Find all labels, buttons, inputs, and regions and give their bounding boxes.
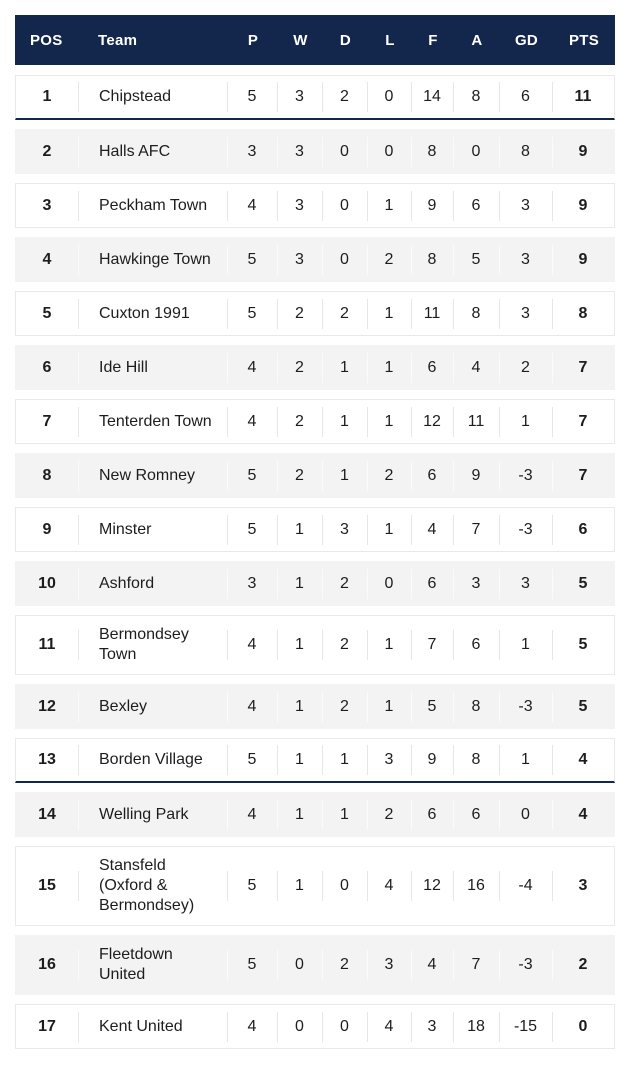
header-goal-difference: GD xyxy=(514,31,539,49)
lost-cell: 4 xyxy=(367,876,411,896)
goals-for-cell: 4 xyxy=(411,955,453,975)
won-cell: 1 xyxy=(277,876,322,896)
played-cell: 5 xyxy=(227,876,277,896)
team-name: Tenterden Town xyxy=(78,412,227,432)
points-cell: 9 xyxy=(552,196,614,216)
played-cell: 3 xyxy=(227,574,277,594)
goals-for-cell: 6 xyxy=(411,358,453,378)
table-row xyxy=(15,738,615,783)
won-cell: 2 xyxy=(277,466,322,486)
points-cell: 5 xyxy=(552,635,614,655)
team-name: Peckham Town xyxy=(78,196,227,216)
won-cell: 2 xyxy=(277,412,322,432)
goal-difference-cell: -3 xyxy=(499,955,552,975)
team-name: Ide Hill xyxy=(78,358,227,378)
drawn-cell: 1 xyxy=(322,750,367,770)
drawn-cell: 2 xyxy=(322,304,367,324)
drawn-cell: 0 xyxy=(322,196,367,216)
goals-against-cell: 6 xyxy=(453,635,499,655)
played-cell: 5 xyxy=(227,466,277,486)
played-cell: 5 xyxy=(227,250,277,270)
goal-difference-cell: -3 xyxy=(499,697,552,717)
goal-difference-cell: 2 xyxy=(499,358,552,378)
goal-difference-cell: 1 xyxy=(499,412,552,432)
drawn-cell: 3 xyxy=(322,520,367,540)
lost-cell: 2 xyxy=(367,805,411,825)
position-cell: 6 xyxy=(42,358,52,376)
goals-for-cell: 14 xyxy=(411,87,453,107)
drawn-cell: 2 xyxy=(322,697,367,717)
header-team: Team xyxy=(98,31,138,49)
table-row xyxy=(15,1004,615,1049)
team-name: Stansfeld (Oxford & Bermondsey) xyxy=(78,856,227,916)
lost-cell: 1 xyxy=(367,520,411,540)
team-name: Cuxton 1991 xyxy=(78,304,227,324)
goals-for-cell: 6 xyxy=(411,805,453,825)
points-cell: 6 xyxy=(552,520,614,540)
goal-difference-cell: 3 xyxy=(499,250,552,270)
goals-for-cell: 5 xyxy=(411,697,453,717)
table-row xyxy=(15,237,615,282)
goals-against-cell: 5 xyxy=(453,250,499,270)
table-body xyxy=(15,75,615,1049)
goals-for-cell: 12 xyxy=(411,876,453,896)
goals-against-cell: 8 xyxy=(453,87,499,107)
table-row xyxy=(15,561,615,606)
goal-difference-cell: -4 xyxy=(499,876,552,896)
table-row xyxy=(15,507,615,552)
drawn-cell: 2 xyxy=(322,574,367,594)
goal-difference-cell: 3 xyxy=(499,304,552,324)
points-cell: 11 xyxy=(552,87,614,107)
table-row xyxy=(15,291,615,336)
won-cell: 3 xyxy=(277,196,322,216)
played-cell: 5 xyxy=(227,87,277,107)
played-cell: 4 xyxy=(227,697,277,717)
lost-cell: 1 xyxy=(367,697,411,717)
table-row xyxy=(15,75,615,120)
goal-difference-cell: 0 xyxy=(499,805,552,825)
lost-cell: 0 xyxy=(367,574,411,594)
goals-for-cell: 9 xyxy=(411,196,453,216)
header-against: A xyxy=(471,31,483,49)
position-cell: 17 xyxy=(38,1017,56,1035)
table-row xyxy=(15,792,615,837)
lost-cell: 4 xyxy=(367,1017,411,1037)
drawn-cell: 2 xyxy=(322,87,367,107)
points-cell: 5 xyxy=(552,697,614,717)
lost-cell: 1 xyxy=(367,412,411,432)
goals-for-cell: 8 xyxy=(411,250,453,270)
goals-for-cell: 6 xyxy=(411,574,453,594)
team-name: Chipstead xyxy=(78,87,227,107)
goals-for-cell: 11 xyxy=(411,304,453,324)
goals-for-cell: 7 xyxy=(411,635,453,655)
goals-against-cell: 8 xyxy=(453,304,499,324)
won-cell: 3 xyxy=(277,142,322,162)
table-row xyxy=(15,453,615,498)
header-points: PTS xyxy=(568,31,600,49)
won-cell: 0 xyxy=(277,1017,322,1037)
position-cell: 16 xyxy=(38,956,56,973)
won-cell: 1 xyxy=(277,750,322,770)
goals-against-cell: 0 xyxy=(453,142,499,162)
points-cell: 5 xyxy=(552,574,614,594)
won-cell: 1 xyxy=(277,635,322,655)
played-cell: 4 xyxy=(227,358,277,378)
goals-for-cell: 4 xyxy=(411,520,453,540)
played-cell: 4 xyxy=(227,635,277,655)
played-cell: 4 xyxy=(227,1017,277,1037)
position-cell: 1 xyxy=(42,88,52,105)
won-cell: 3 xyxy=(277,87,322,107)
goal-difference-cell: -15 xyxy=(499,1017,552,1037)
drawn-cell: 0 xyxy=(322,1017,367,1037)
drawn-cell: 1 xyxy=(322,466,367,486)
table-row xyxy=(15,345,615,390)
goal-difference-cell: 1 xyxy=(499,750,552,770)
table-row xyxy=(15,129,615,174)
drawn-cell: 0 xyxy=(322,250,367,270)
goals-for-cell: 6 xyxy=(411,466,453,486)
table-row xyxy=(15,846,615,926)
position-cell: 15 xyxy=(38,877,56,894)
drawn-cell: 2 xyxy=(322,635,367,655)
drawn-cell: 1 xyxy=(322,805,367,825)
table-header xyxy=(15,15,615,65)
team-name: Halls AFC xyxy=(78,142,227,162)
played-cell: 4 xyxy=(227,412,277,432)
drawn-cell: 2 xyxy=(322,955,367,975)
goal-difference-cell: -3 xyxy=(499,466,552,486)
points-cell: 4 xyxy=(552,805,614,825)
position-cell: 14 xyxy=(38,805,56,823)
points-cell: 4 xyxy=(552,750,614,770)
won-cell: 1 xyxy=(277,574,322,594)
points-cell: 7 xyxy=(552,358,614,378)
header-played: P xyxy=(247,31,259,49)
won-cell: 3 xyxy=(277,250,322,270)
table-row xyxy=(15,183,615,228)
goal-difference-cell: 6 xyxy=(499,87,552,107)
table-row xyxy=(15,615,615,675)
goals-for-cell: 12 xyxy=(411,412,453,432)
drawn-cell: 1 xyxy=(322,412,367,432)
position-cell: 9 xyxy=(42,520,52,538)
goals-against-cell: 16 xyxy=(453,876,499,896)
points-cell: 8 xyxy=(552,304,614,324)
goals-against-cell: 18 xyxy=(453,1017,499,1037)
goals-against-cell: 3 xyxy=(453,574,499,594)
played-cell: 3 xyxy=(227,142,277,162)
header-for: F xyxy=(428,31,438,49)
position-cell: 3 xyxy=(42,196,52,214)
position-cell: 5 xyxy=(42,304,52,322)
drawn-cell: 0 xyxy=(322,142,367,162)
team-name: Minster xyxy=(78,520,227,540)
header-lost: L xyxy=(385,31,395,49)
header-pos: POS xyxy=(30,31,63,49)
lost-cell: 3 xyxy=(367,750,411,770)
drawn-cell: 0 xyxy=(322,876,367,896)
goals-against-cell: 4 xyxy=(453,358,499,378)
goal-difference-cell: 8 xyxy=(499,142,552,162)
position-cell: 10 xyxy=(38,574,56,592)
position-cell: 13 xyxy=(38,751,56,768)
points-cell: 9 xyxy=(552,250,614,270)
team-name: Bermondsey Town xyxy=(78,625,227,665)
goals-against-cell: 7 xyxy=(453,520,499,540)
won-cell: 1 xyxy=(277,697,322,717)
header-won: W xyxy=(293,31,308,49)
points-cell: 0 xyxy=(552,1017,614,1037)
played-cell: 4 xyxy=(227,805,277,825)
goal-difference-cell: 3 xyxy=(499,196,552,216)
points-cell: 9 xyxy=(552,142,614,162)
goals-against-cell: 8 xyxy=(453,697,499,717)
goals-against-cell: 8 xyxy=(453,750,499,770)
position-cell: 8 xyxy=(42,466,52,484)
goals-for-cell: 3 xyxy=(411,1017,453,1037)
team-name: Bexley xyxy=(78,697,227,717)
team-name: Welling Park xyxy=(78,805,227,825)
goals-against-cell: 9 xyxy=(453,466,499,486)
position-cell: 7 xyxy=(42,412,52,430)
team-name: Borden Village xyxy=(78,750,227,770)
lost-cell: 1 xyxy=(367,635,411,655)
table-row xyxy=(15,399,615,444)
goals-for-cell: 9 xyxy=(411,750,453,770)
goal-difference-cell: 3 xyxy=(499,574,552,594)
points-cell: 2 xyxy=(552,955,614,975)
lost-cell: 1 xyxy=(367,304,411,324)
goal-difference-cell: -3 xyxy=(499,520,552,540)
header-drawn: D xyxy=(339,31,352,49)
lost-cell: 2 xyxy=(367,466,411,486)
played-cell: 5 xyxy=(227,520,277,540)
points-cell: 3 xyxy=(552,876,614,896)
goals-against-cell: 7 xyxy=(453,955,499,975)
lost-cell: 3 xyxy=(367,955,411,975)
lost-cell: 0 xyxy=(367,142,411,162)
lost-cell: 1 xyxy=(367,358,411,378)
position-cell: 2 xyxy=(42,142,52,160)
team-name: New Romney xyxy=(78,466,227,486)
goal-difference-cell: 1 xyxy=(499,635,552,655)
played-cell: 4 xyxy=(227,196,277,216)
points-cell: 7 xyxy=(552,466,614,486)
goals-against-cell: 6 xyxy=(453,805,499,825)
team-name: Hawkinge Town xyxy=(78,250,227,270)
goals-against-cell: 6 xyxy=(453,196,499,216)
won-cell: 0 xyxy=(277,955,322,975)
position-cell: 4 xyxy=(42,250,52,268)
position-cell: 12 xyxy=(38,697,56,715)
lost-cell: 1 xyxy=(367,196,411,216)
table-row xyxy=(15,684,615,729)
team-name: Fleetdown United xyxy=(78,945,227,985)
won-cell: 1 xyxy=(277,805,322,825)
won-cell: 1 xyxy=(277,520,322,540)
lost-cell: 0 xyxy=(367,87,411,107)
table-row xyxy=(15,935,615,995)
played-cell: 5 xyxy=(227,304,277,324)
position-cell: 11 xyxy=(38,636,56,653)
team-name: Ashford xyxy=(78,574,227,594)
played-cell: 5 xyxy=(227,955,277,975)
won-cell: 2 xyxy=(277,358,322,378)
won-cell: 2 xyxy=(277,304,322,324)
team-name: Kent United xyxy=(78,1017,227,1037)
drawn-cell: 1 xyxy=(322,358,367,378)
goals-against-cell: 11 xyxy=(453,412,499,432)
goals-for-cell: 8 xyxy=(411,142,453,162)
points-cell: 7 xyxy=(552,412,614,432)
played-cell: 5 xyxy=(227,750,277,770)
lost-cell: 2 xyxy=(367,250,411,270)
